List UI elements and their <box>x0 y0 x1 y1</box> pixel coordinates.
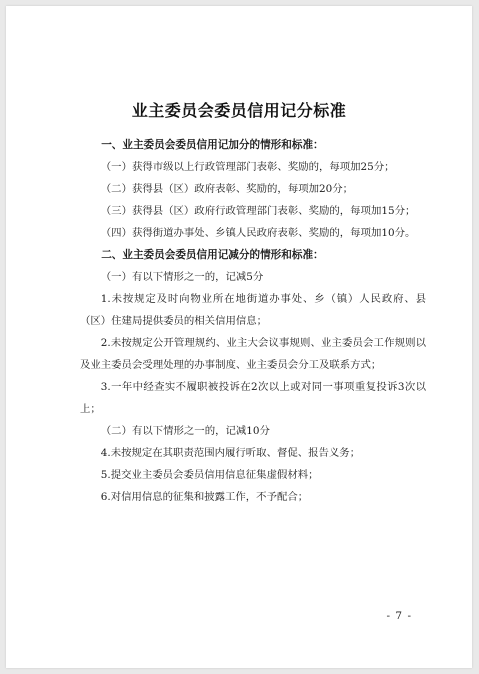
section-heading: 一、业主委员会委员信用记加分的情形和标准： <box>101 139 324 151</box>
paragraph: （一）获得市级以上行政管理部门表彰、奖励的，每项加25分； <box>100 161 395 173</box>
paragraph: （二）有以下情形之一的，记减10分 <box>100 425 270 437</box>
page-number: - 7 - <box>386 610 412 622</box>
paragraph: 5.提交业主委员会委员信用信息征集虚假材料； <box>100 469 319 481</box>
paragraph: （三）获得县（区）政府行政管理部门表彰、奖励的，每项加15分； <box>100 205 416 217</box>
paragraph: 3.一年中经查实不履职被投诉在2次以上或对同一事项重复投诉3次以上； <box>80 381 426 415</box>
paragraph: （四）获得街道办事处、乡镇人民政府表彰、奖励的，每项加10分。 <box>100 227 416 239</box>
paragraph: 4.未按规定在其职责范围内履行听取、督促、报告义务； <box>100 447 361 459</box>
document-title: 业主委员会委员信用记分标准 <box>131 101 347 120</box>
paragraph: 2.未按规定公开管理规约、业主大会议事规则、业主委员会工作规则以及业主委员会受理处理的办事制度、业主委员会分工及联系方式； <box>80 337 426 371</box>
paragraph: 6.对信用信息的征集和披露工作，不予配合； <box>100 491 309 503</box>
paragraph: 1.未按规定及时向物业所在地街道办事处、乡（镇）人民政府、县（区）住建局提供委员的相关信用信息； <box>80 293 426 327</box>
document-page <box>6 6 472 668</box>
section-heading: 二、业主委员会委员信用记减分的情形和标准： <box>101 249 324 261</box>
paragraph: （一）有以下情形之一的，记减5分 <box>100 271 264 283</box>
paragraph: （二）获得县（区）政府表彰、奖励的，每项加20分； <box>100 183 354 195</box>
document-body <box>80 134 426 508</box>
